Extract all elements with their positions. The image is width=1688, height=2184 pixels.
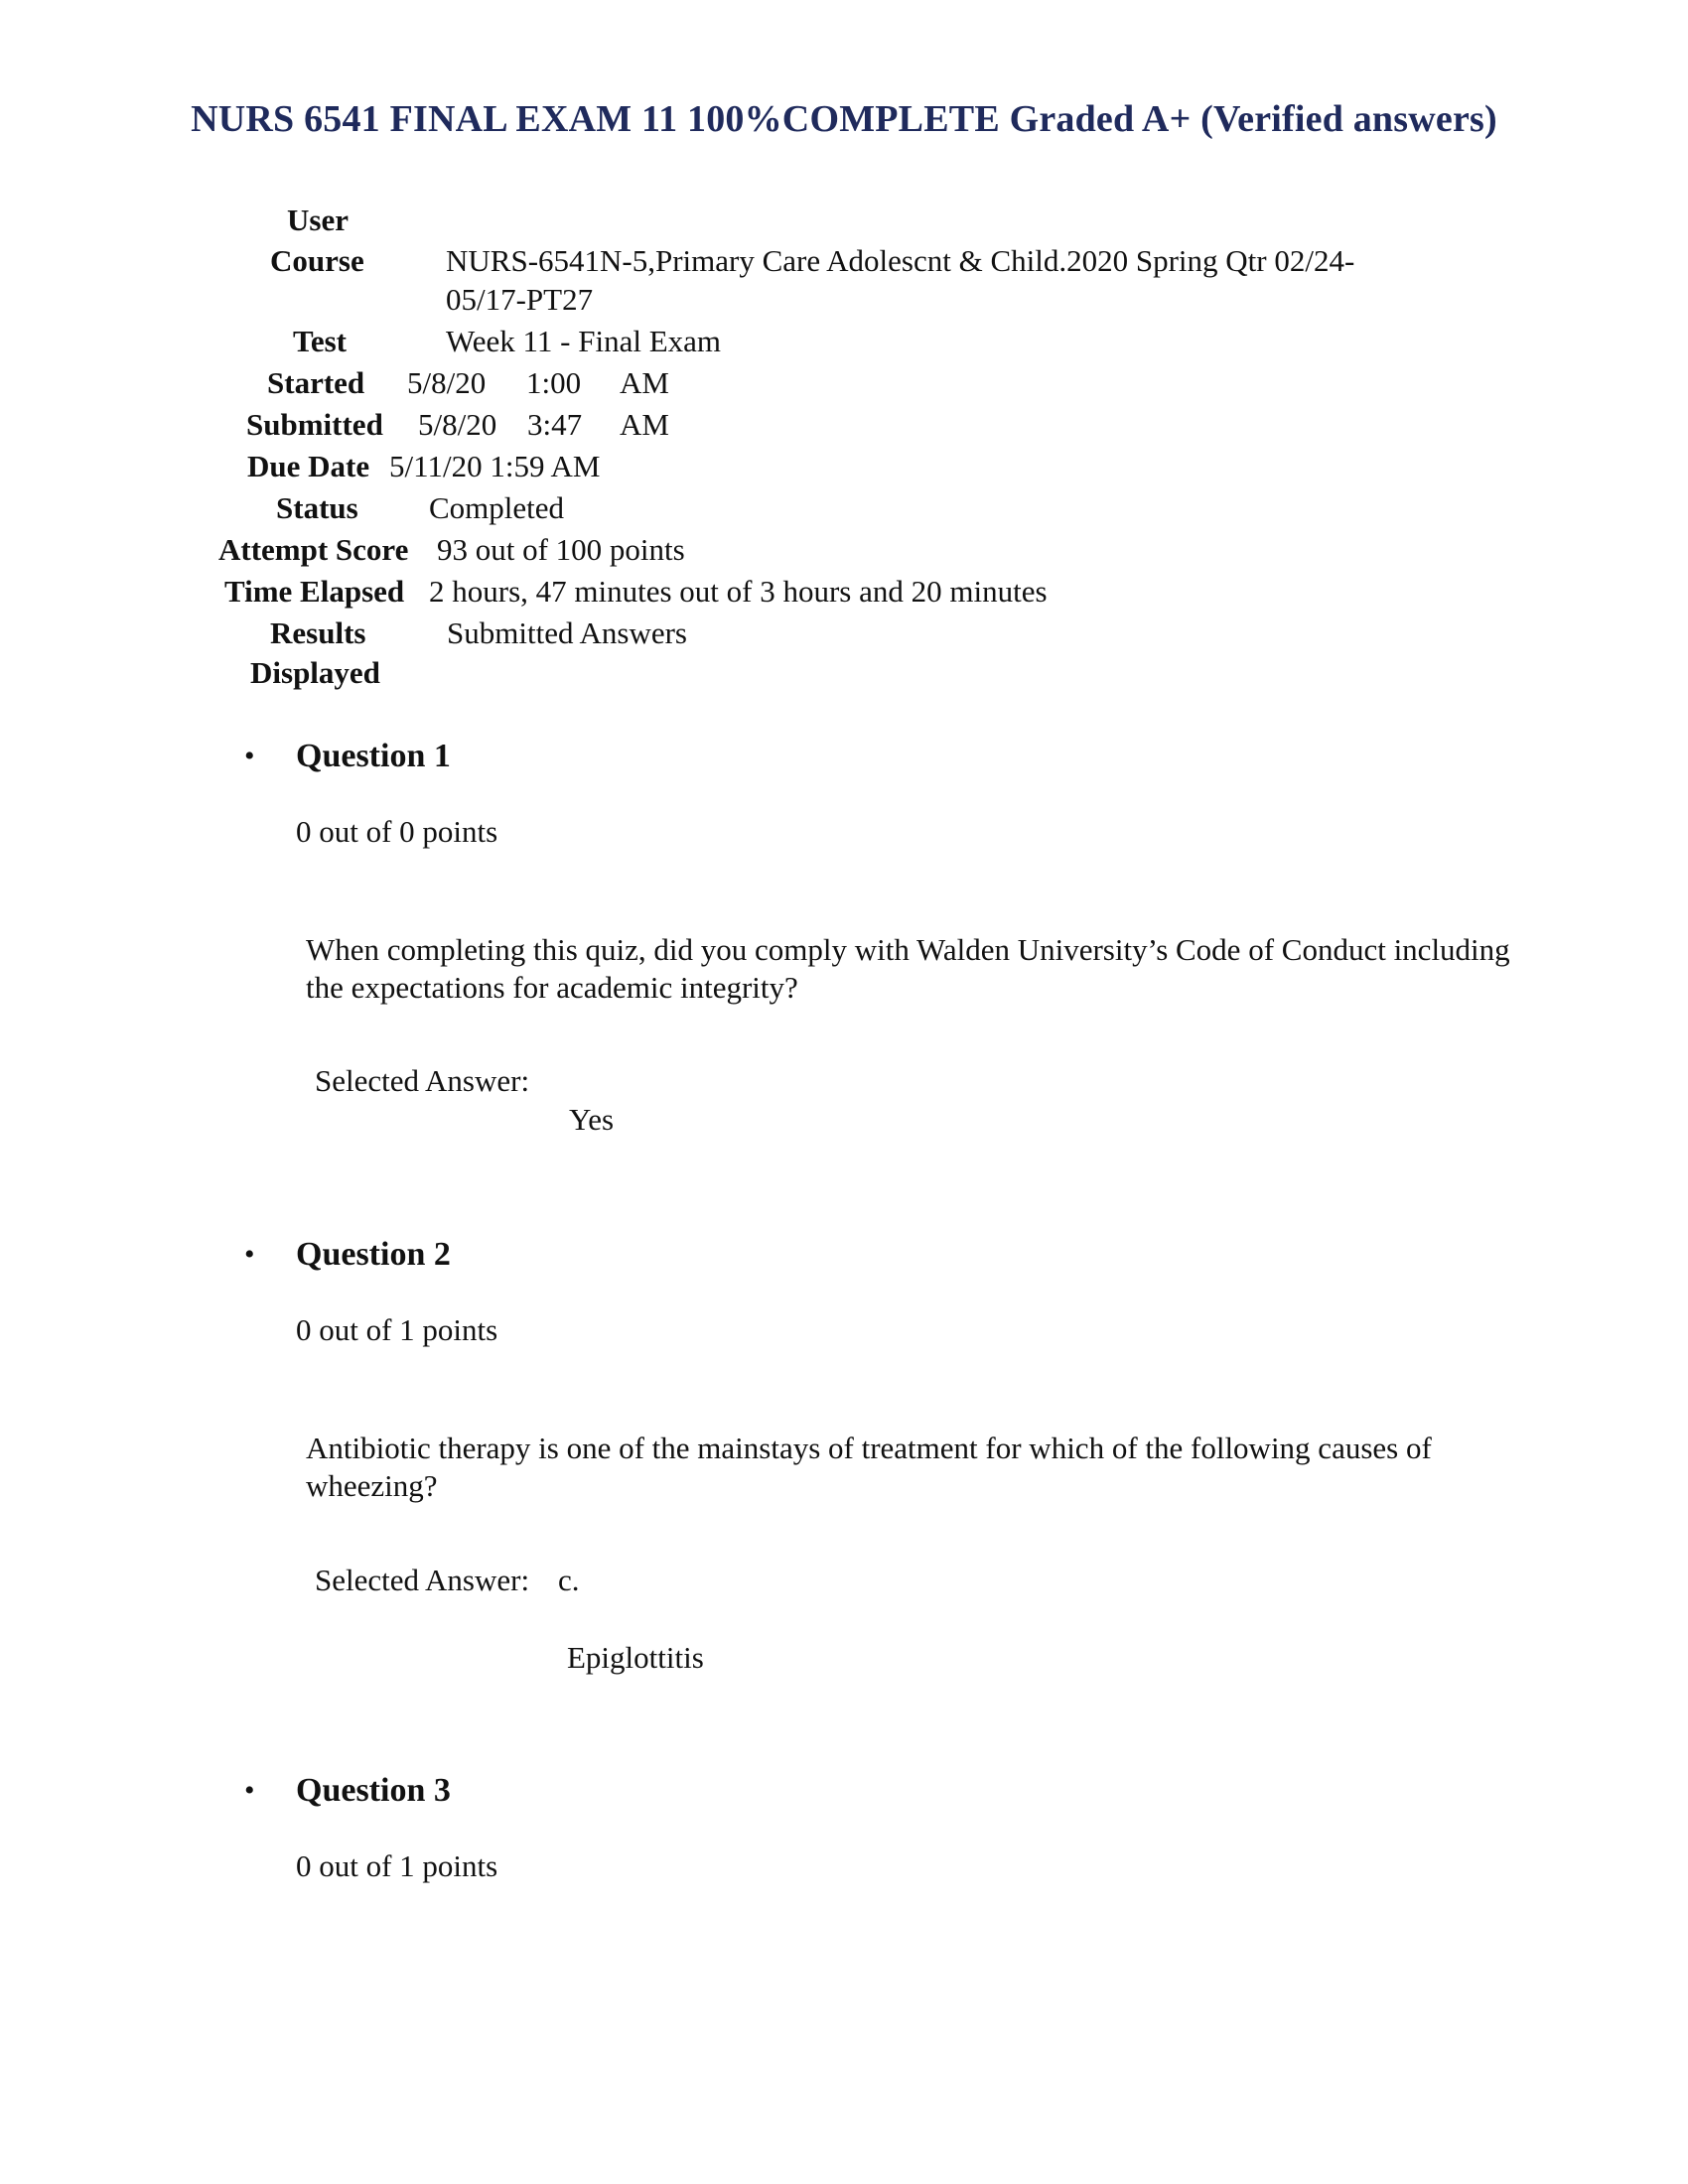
question-3-bullet: • bbox=[244, 1774, 255, 1807]
question-1-bullet: • bbox=[244, 740, 255, 772]
status-label: Status bbox=[276, 490, 358, 525]
course-value-line2: 05/17-PT27 bbox=[446, 282, 594, 317]
started-date: 5/8/20 bbox=[407, 365, 487, 400]
submitted-label: Submitted bbox=[246, 407, 383, 442]
course-label: Course bbox=[270, 243, 364, 278]
status-value: Completed bbox=[429, 490, 565, 525]
due-date-label: Due Date bbox=[247, 449, 370, 483]
started-time: 1:00 bbox=[526, 365, 582, 400]
user-label: User bbox=[287, 203, 349, 237]
question-2-points: 0 out of 1 points bbox=[296, 1312, 498, 1347]
question-1-title: Question 1 bbox=[296, 738, 451, 774]
question-1-text: When completing this quiz, did you comply with Walden University’s Code of Conduct including the expectations for academic integrity? bbox=[306, 932, 1510, 1005]
test-label: Test bbox=[293, 324, 347, 358]
started-label: Started bbox=[267, 365, 365, 400]
question-2-title: Question 2 bbox=[296, 1236, 451, 1273]
started-ampm: AM bbox=[620, 365, 669, 400]
question-2-selected-answer-letter: c. bbox=[558, 1563, 580, 1597]
attempt-score-label: Attempt Score bbox=[218, 532, 409, 567]
document-title: NURS 6541 FINAL EXAM 11 100%COMPLETE Graded A+ (Verified answers) bbox=[191, 98, 1497, 140]
question-2-selected-answer-label: Selected Answer: bbox=[315, 1563, 530, 1597]
question-2-selected-answer-value: Epiglottitis bbox=[567, 1640, 704, 1675]
question-1-selected-answer-label: Selected Answer: bbox=[315, 1063, 530, 1098]
results-displayed-label-line2: Displayed bbox=[250, 655, 380, 690]
test-value: Week 11 - Final Exam bbox=[446, 324, 722, 358]
question-2-text: Antibiotic therapy is one of the mainstays of treatment for which of the following causes of wheezing? bbox=[306, 1431, 1432, 1503]
submitted-ampm: AM bbox=[620, 407, 669, 442]
question-1-selected-answer-value: Yes bbox=[569, 1102, 615, 1137]
submitted-date: 5/8/20 bbox=[418, 407, 497, 442]
due-date-value: 5/11/20 1:59 AM bbox=[389, 449, 601, 483]
time-elapsed-label: Time Elapsed bbox=[224, 574, 405, 609]
attempt-score-value: 93 out of 100 points bbox=[437, 532, 685, 567]
submitted-time: 3:47 bbox=[527, 407, 583, 442]
question-3-title: Question 3 bbox=[296, 1772, 451, 1809]
question-1-points: 0 out of 0 points bbox=[296, 814, 498, 849]
time-elapsed-value: 2 hours, 47 minutes out of 3 hours and 20 minutes bbox=[429, 574, 1048, 609]
course-value-line1: NURS-6541N-5,Primary Care Adolescnt & Child.2020 Spring Qtr 02/24- bbox=[446, 243, 1355, 278]
question-2-bullet: • bbox=[244, 1238, 255, 1271]
results-displayed-label-line1: Results bbox=[270, 615, 366, 650]
question-3-points: 0 out of 1 points bbox=[296, 1848, 498, 1883]
results-displayed-value: Submitted Answers bbox=[447, 615, 687, 650]
